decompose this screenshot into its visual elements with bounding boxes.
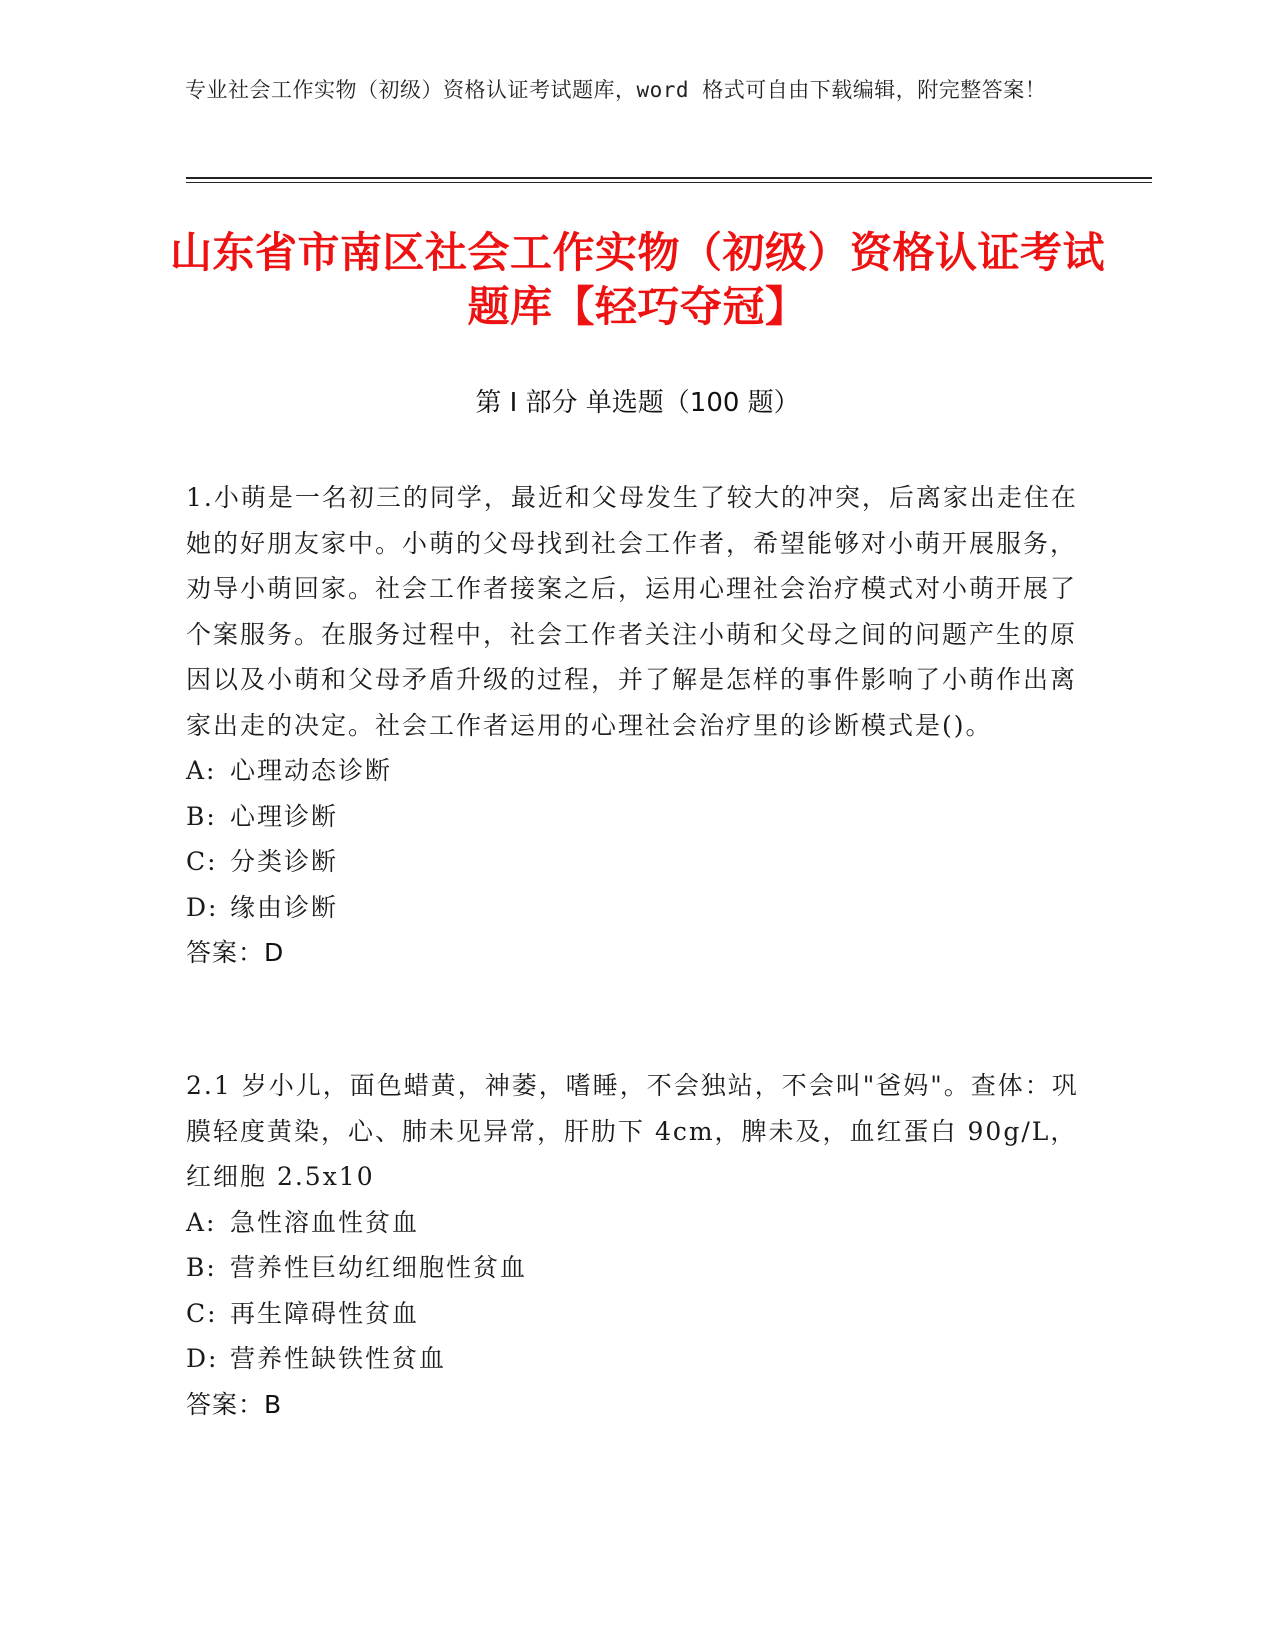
option-b	[186, 794, 1086, 840]
header-divider-thick	[186, 177, 1152, 179]
option-a	[186, 748, 1086, 794]
option-text: 营养性巨幼红细胞性贫血	[230, 1253, 528, 1282]
option-letter: A:	[186, 1207, 217, 1237]
option-text: 缘由诊断	[230, 892, 339, 922]
option-letter: D:	[186, 892, 219, 922]
option-text: 再生障碍性贫血	[230, 1298, 420, 1328]
option-c	[186, 1291, 1086, 1337]
header-note: 专业社会工作实物（初级）资格认证考试题库，word 格式可自由下载编辑，附完整答案！	[185, 78, 1047, 102]
question-1	[186, 475, 1086, 976]
option-d	[186, 1336, 1086, 1382]
header-divider-thin	[186, 182, 1152, 183]
option-a	[186, 1200, 1086, 1246]
answer-line: 答案：D	[186, 938, 285, 967]
option-c	[186, 839, 1086, 885]
option-text: 心理诊断	[230, 801, 339, 831]
option-letter: B:	[186, 1253, 217, 1282]
option-text: 急性溶血性贫血	[230, 1207, 420, 1237]
question-2	[186, 1063, 1086, 1427]
option-letter: C:	[186, 847, 218, 876]
option-d	[186, 885, 1086, 931]
option-letter: D:	[186, 1344, 219, 1373]
option-b	[186, 1245, 1086, 1291]
option-letter: A:	[186, 756, 217, 785]
answer-line: 答案：B	[186, 1389, 283, 1419]
option-letter: C:	[186, 1298, 218, 1328]
question-stem: 1.小萌是一名初三的同学，最近和父母发生了较大的冲突，后离家出走住在她的好朋友家中。小萌的父母找到社会工作者，希望能够对小萌开展服务，劝导小萌回家。社会工作者接案之后，运用心理社会治疗模式对小萌开展了个案服务。在服务过程中，社会工作者关注小萌和父母之间的问题产生的原因以及小萌和父母矛盾升级的过程，并了解是怎样的事件影响了小萌作出离家出走的决定。社会工作者运用的心理社会治疗里的诊断模式是()。	[186, 483, 1078, 740]
option-letter: B:	[186, 801, 217, 831]
document-title: 山东省市南区社会工作实物（初级）资格认证考试题库【轻巧夺冠】	[170, 228, 1106, 331]
option-text: 营养性缺铁性贫血	[230, 1344, 447, 1373]
option-text: 分类诊断	[230, 847, 339, 876]
option-text: 心理动态诊断	[230, 756, 393, 785]
section-title: 第 I 部分 单选题（100 题）	[475, 388, 800, 418]
question-stem: 2.1 岁小儿，面色蜡黄，神萎，嗜睡，不会独站，不会叫"爸妈"。查体：巩膜轻度黄染，心、肺未见异常，肝肋下 4cm，脾未及，血红蛋白 90g/L，红细胞 2.5x10	[186, 1071, 1079, 1191]
